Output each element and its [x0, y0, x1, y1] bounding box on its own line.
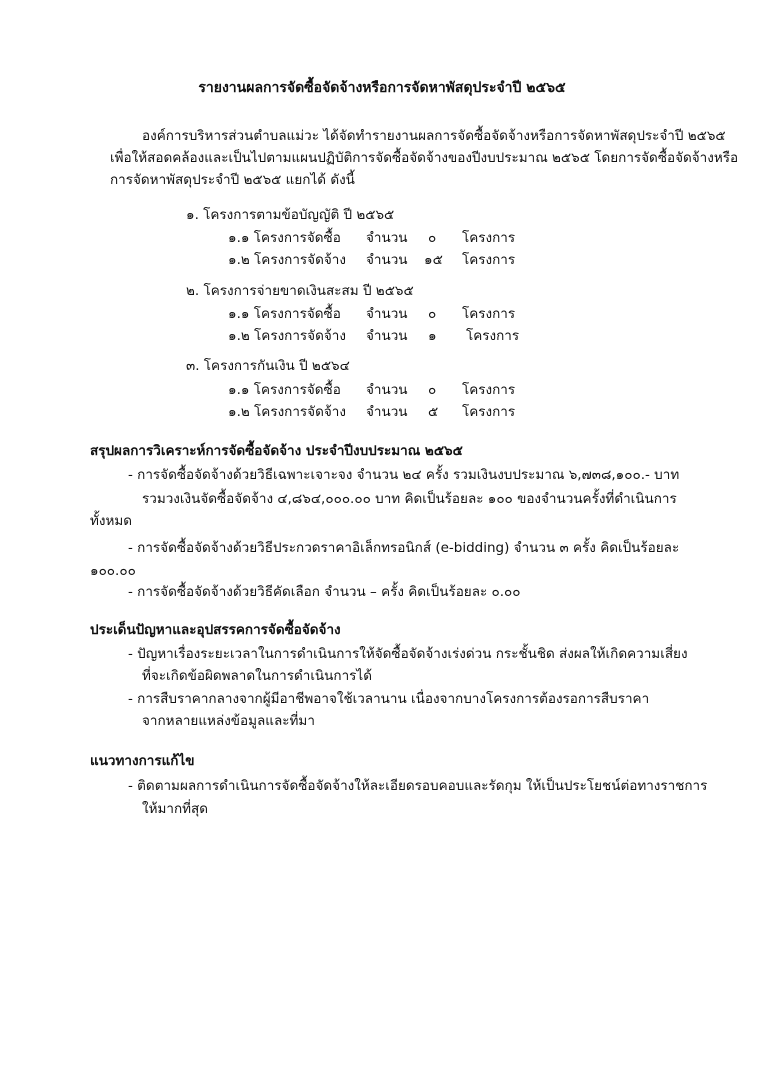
section-heading: ๑. โครงการตามข้อบัญญัติ ปี ๒๕๖๕ — [186, 207, 395, 223]
row-count-label: จำนวน — [366, 328, 408, 344]
summary-line: - การจัดซื้อจัดจ้างด้วยวิธีเฉพาะเจาะจง จำนวน ๒๔ ครั้ง รวมเงินงบประมาณ ๖,๗๓๘,๑๐๐.- บาท — [128, 467, 680, 483]
intro-line: เพื่อให้สอดคล้องและเป็นไปตามแผนปฏิบัติการจัดซื้อจัดจ้างของปีงบประมาณ ๒๕๖๕ โดยการจัดซื้อจัดจ้างหรือ — [110, 150, 739, 166]
row-count: ๑ — [428, 328, 437, 344]
row-count: ๕ — [428, 404, 439, 420]
row-count: ๐ — [428, 306, 437, 322]
row-unit: โครงการ — [462, 306, 516, 322]
summary-line: - การจัดซื้อจัดจ้างด้วยวิธีคัดเลือก จำนวน – ครั้ง คิดเป็นร้อยละ ๐.๐๐ — [128, 584, 521, 600]
row-count-label: จำนวน — [366, 252, 408, 268]
row-label: ๑.๑ โครงการจัดซื้อ — [228, 230, 341, 246]
problems-line: จากหลายแหล่งข้อมูลและที่มา — [142, 713, 315, 729]
row-count-label: จำนวน — [366, 306, 408, 322]
summary-line: - การจัดซื้อจัดจ้างด้วยวิธีประกวดราคาอิเล็กทรอนิกส์ (e-bidding) จำนวน ๓ ครั้ง คิดเป็นร้อยละ — [128, 540, 680, 556]
row-count-label: จำนวน — [366, 404, 408, 420]
row-label: ๑.๒ โครงการจัดจ้าง — [228, 328, 346, 344]
solutions-line: ให้มากที่สุด — [142, 801, 209, 817]
summary-line: ๑๐๐.๐๐ — [90, 563, 136, 579]
problems-heading: ประเด็นปัญหาและอุปสรรคการจัดซื้อจัดจ้าง — [90, 622, 341, 638]
summary-heading: สรุปผลการวิเคราะห์การจัดซื้อจัดจ้าง ประจำปีงบประมาณ ๒๕๖๕ — [90, 443, 463, 459]
problems-line: - การสืบราคากลางจากผู้มีอาชีพอาจใช้เวลานาน เนื่องจากบางโครงการต้องรอการสืบราคา — [128, 691, 650, 707]
intro-line: องค์การบริหารส่วนตำบลแม่วะ ได้จัดทำรายงานผลการจัดซื้อจัดจ้างหรือการจัดหาพัสดุประจำปี ๒๕๖๕ — [142, 128, 726, 144]
summary-line: รวมวงเงินจัดซื้อจัดจ้าง ๔,๘๖๔,๐๐๐.๐๐ บาท คิดเป็นร้อยละ ๑๐๐ ของจำนวนครั้งที่ดำเนินการ — [142, 491, 677, 507]
row-label: ๑.๒ โครงการจัดจ้าง — [228, 252, 346, 268]
solutions-heading: แนวทางการแก้ไข — [90, 753, 195, 769]
solutions-line: - ติดตามผลการดำเนินการจัดซื้อจัดจ้างให้ละเอียดรอบคอบและรัดกุม ให้เป็นประโยชน์ต่อทางราชการ — [128, 778, 708, 794]
row-count: ๐ — [428, 382, 437, 398]
intro-line: การจัดหาพัสดุประจำปี ๒๕๖๕ แยกได้ ดังนี้ — [110, 172, 355, 188]
row-label: ๑.๒ โครงการจัดจ้าง — [228, 404, 346, 420]
row-count: ๑๕ — [424, 252, 443, 268]
row-unit: โครงการ — [462, 382, 516, 398]
row-unit: โครงการ — [462, 230, 516, 246]
section-heading: ๒. โครงการจ่ายขาดเงินสะสม ปี ๒๕๖๕ — [186, 283, 414, 299]
row-unit: โครงการ — [462, 252, 516, 268]
row-count-label: จำนวน — [366, 230, 408, 246]
row-count-label: จำนวน — [366, 382, 408, 398]
row-unit: โครงการ — [466, 328, 520, 344]
row-label: ๑.๑ โครงการจัดซื้อ — [228, 382, 341, 398]
document-title: รายงานผลการจัดซื้อจัดจ้างหรือการจัดหาพัสดุประจำปี ๒๕๖๕ — [198, 80, 566, 96]
section-heading: ๓. โครงการกันเงิน ปี ๒๕๖๔ — [186, 358, 350, 374]
row-unit: โครงการ — [462, 404, 516, 420]
problems-line: - ปัญหาเรื่องระยะเวลาในการดำเนินการให้จัดซื้อจัดจ้างเร่งด่วน กระชั้นชิด ส่งผลให้เกิดความเสี่ยง — [128, 646, 688, 662]
summary-line: ทั้งหมด — [90, 513, 133, 529]
row-label: ๑.๑ โครงการจัดซื้อ — [228, 306, 341, 322]
problems-line: ที่จะเกิดข้อผิดพลาดในการดำเนินการได้ — [142, 668, 372, 684]
row-count: ๐ — [428, 230, 437, 246]
